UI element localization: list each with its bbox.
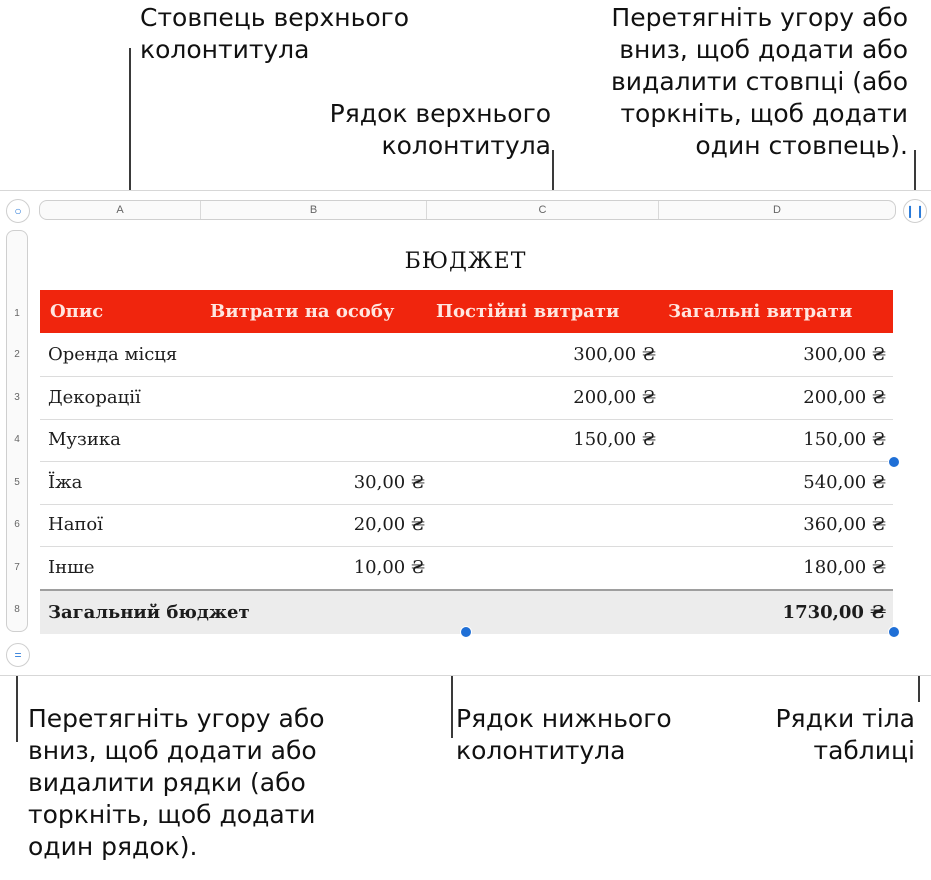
footer-resize-handle[interactable] — [460, 626, 472, 638]
footer-cell-description[interactable]: Загальний бюджет — [48, 602, 250, 623]
cell-per-person[interactable]: 10,00 ₴ — [353, 557, 425, 578]
row-number-7[interactable]: 7 — [14, 562, 20, 573]
table-row[interactable] — [40, 547, 893, 589]
cell-fixed[interactable]: 300,00 ₴ — [573, 344, 656, 365]
callout-add-rows: Перетягніть угору або вниз, щоб додати або видалити рядки (або торкніть, щоб додати один рядок). — [28, 704, 325, 861]
callout-body-rows: Рядки тіла таблиці — [775, 704, 915, 765]
cell-description[interactable]: Музика — [48, 429, 121, 450]
row-number-5[interactable]: 5 — [14, 477, 20, 488]
header-cell-description[interactable]: Опис — [50, 301, 104, 322]
cell-fixed[interactable]: 200,00 ₴ — [573, 387, 656, 408]
cell-description[interactable]: Їжа — [48, 472, 83, 493]
header-cell-per-person[interactable]: Витрати на особу — [210, 301, 395, 322]
cell-description[interactable]: Інше — [48, 557, 95, 578]
column-letter-c[interactable]: C — [427, 201, 659, 219]
table-row[interactable] — [40, 334, 893, 377]
row-number-2[interactable]: 2 — [14, 349, 20, 360]
circle-select-icon[interactable]: ○ — [6, 199, 30, 223]
table-resize-handle[interactable] — [888, 626, 900, 638]
cell-total[interactable]: 360,00 ₴ — [803, 514, 886, 535]
cell-total[interactable]: 150,00 ₴ — [803, 429, 886, 450]
row-resize-handle[interactable] — [888, 456, 900, 468]
row-number-4[interactable]: 4 — [14, 434, 20, 445]
table-row[interactable] — [40, 419, 893, 462]
cell-description[interactable]: Декорації — [48, 387, 141, 408]
cell-total[interactable]: 540,00 ₴ — [803, 472, 886, 493]
cell-per-person[interactable]: 20,00 ₴ — [353, 514, 425, 535]
row-number-6[interactable]: 6 — [14, 519, 20, 530]
cell-total[interactable]: 300,00 ₴ — [803, 344, 886, 365]
cell-description[interactable]: Оренда місця — [48, 344, 178, 365]
leader-add-columns — [914, 150, 916, 195]
table-title[interactable]: БЮДЖЕТ — [404, 249, 527, 274]
header-cell-fixed[interactable]: Постійні витрати — [436, 301, 620, 322]
table-row[interactable] — [40, 462, 893, 505]
table-row[interactable] — [40, 377, 893, 420]
header-row[interactable] — [40, 290, 893, 333]
footer-cell-total[interactable]: 1730,00 ₴ — [782, 602, 886, 623]
row-number-8[interactable]: 8 — [14, 604, 20, 615]
row-header-bar[interactable] — [6, 230, 28, 632]
column-header-bar[interactable] — [39, 200, 896, 220]
callout-header-column: Стовпець верхнього колонтитула — [140, 3, 410, 64]
cell-total[interactable]: 180,00 ₴ — [803, 557, 886, 578]
cell-total[interactable]: 200,00 ₴ — [803, 387, 886, 408]
column-letter-d[interactable]: D — [773, 204, 781, 216]
row-handle-icon[interactable]: = — [6, 643, 30, 667]
table-row[interactable] — [40, 504, 893, 547]
cell-fixed[interactable]: 150,00 ₴ — [573, 429, 656, 450]
column-letter-a[interactable]: A — [40, 201, 201, 219]
header-cell-total[interactable]: Загальні витрати — [668, 301, 853, 322]
row-number-3[interactable]: 3 — [14, 392, 20, 403]
column-handle-icon[interactable]: ❙❙ — [903, 199, 927, 223]
cell-description[interactable]: Напої — [48, 514, 104, 535]
callout-footer-row: Рядок нижнього колонтитула — [456, 704, 672, 765]
callout-add-columns: Перетягніть угору або вниз, щоб додати або видалити стовпці (або торкніть, щоб додати один стовпець). — [611, 3, 908, 160]
callout-header-row: Рядок верхнього колонтитула — [329, 99, 551, 160]
row-number-1[interactable]: 1 — [14, 308, 20, 319]
cell-per-person[interactable]: 30,00 ₴ — [353, 472, 425, 493]
column-letter-b[interactable]: B — [201, 201, 427, 219]
